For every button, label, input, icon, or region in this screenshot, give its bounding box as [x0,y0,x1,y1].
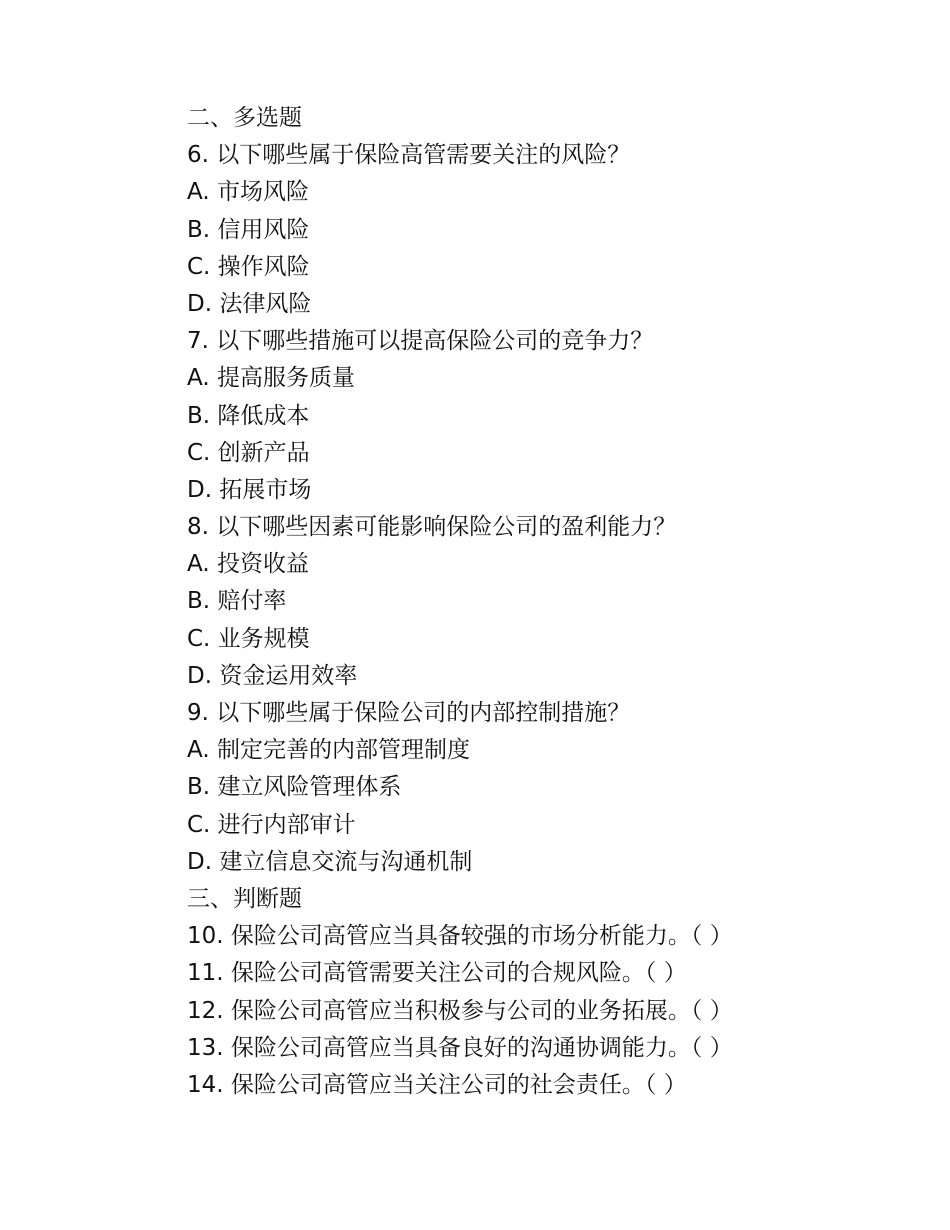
option-9a: A. 制定完善的内部管理制度 [187,737,470,764]
option-8c: C. 业务规模 [187,625,310,652]
option-7c: C. 创新产品 [187,439,310,466]
question-7: 7. 以下哪些措施可以提高保险公司的竞争力？ [187,328,654,355]
option-8b: B. 赔付率 [187,588,287,615]
option-7a: A. 提高服务质量 [187,365,355,392]
section-heading-multiple-choice: 二、多选题 [187,105,302,131]
question-12: 12. 保险公司高管应当积极参与公司的业务拓展。（ ） [187,997,733,1024]
option-6b: B. 信用风险 [187,216,310,243]
question-10: 10. 保险公司高管应当具备较强的市场分析能力。（ ） [187,923,733,950]
question-9: 9. 以下哪些属于保险公司的内部控制措施？ [187,700,631,726]
option-9c: C. 进行内部审计 [187,811,356,838]
question-14: 14. 保险公司高管应当关注公司的社会责任。（ ） [187,1071,687,1098]
question-8: 8. 以下哪些因素可能影响保险公司的盈利能力？ [187,514,677,541]
section-heading-true-false: 三、判断题 [187,885,302,912]
option-8d: D. 资金运用效率 [187,662,358,689]
question-11: 11. 保险公司高管需要关注公司的合规风险。（ ） [187,960,687,987]
option-6a: A. 市场风险 [187,179,309,206]
option-8a: A. 投资收益 [187,551,309,578]
option-6c: C. 操作风险 [187,253,310,280]
option-6d: D. 法律风险 [187,290,312,317]
question-6: 6. 以下哪些属于保险高管需要关注的风险？ [187,142,631,169]
option-9b: B. 建立风险管理体系 [187,774,402,801]
option-7d: D. 拓展市场 [187,476,312,503]
document-body [187,100,887,1104]
option-7b: B. 降低成本 [187,402,310,429]
question-13: 13. 保险公司高管应当具备良好的沟通协调能力。（ ） [187,1034,733,1061]
option-9d: D. 建立信息交流与沟通机制 [187,848,473,875]
